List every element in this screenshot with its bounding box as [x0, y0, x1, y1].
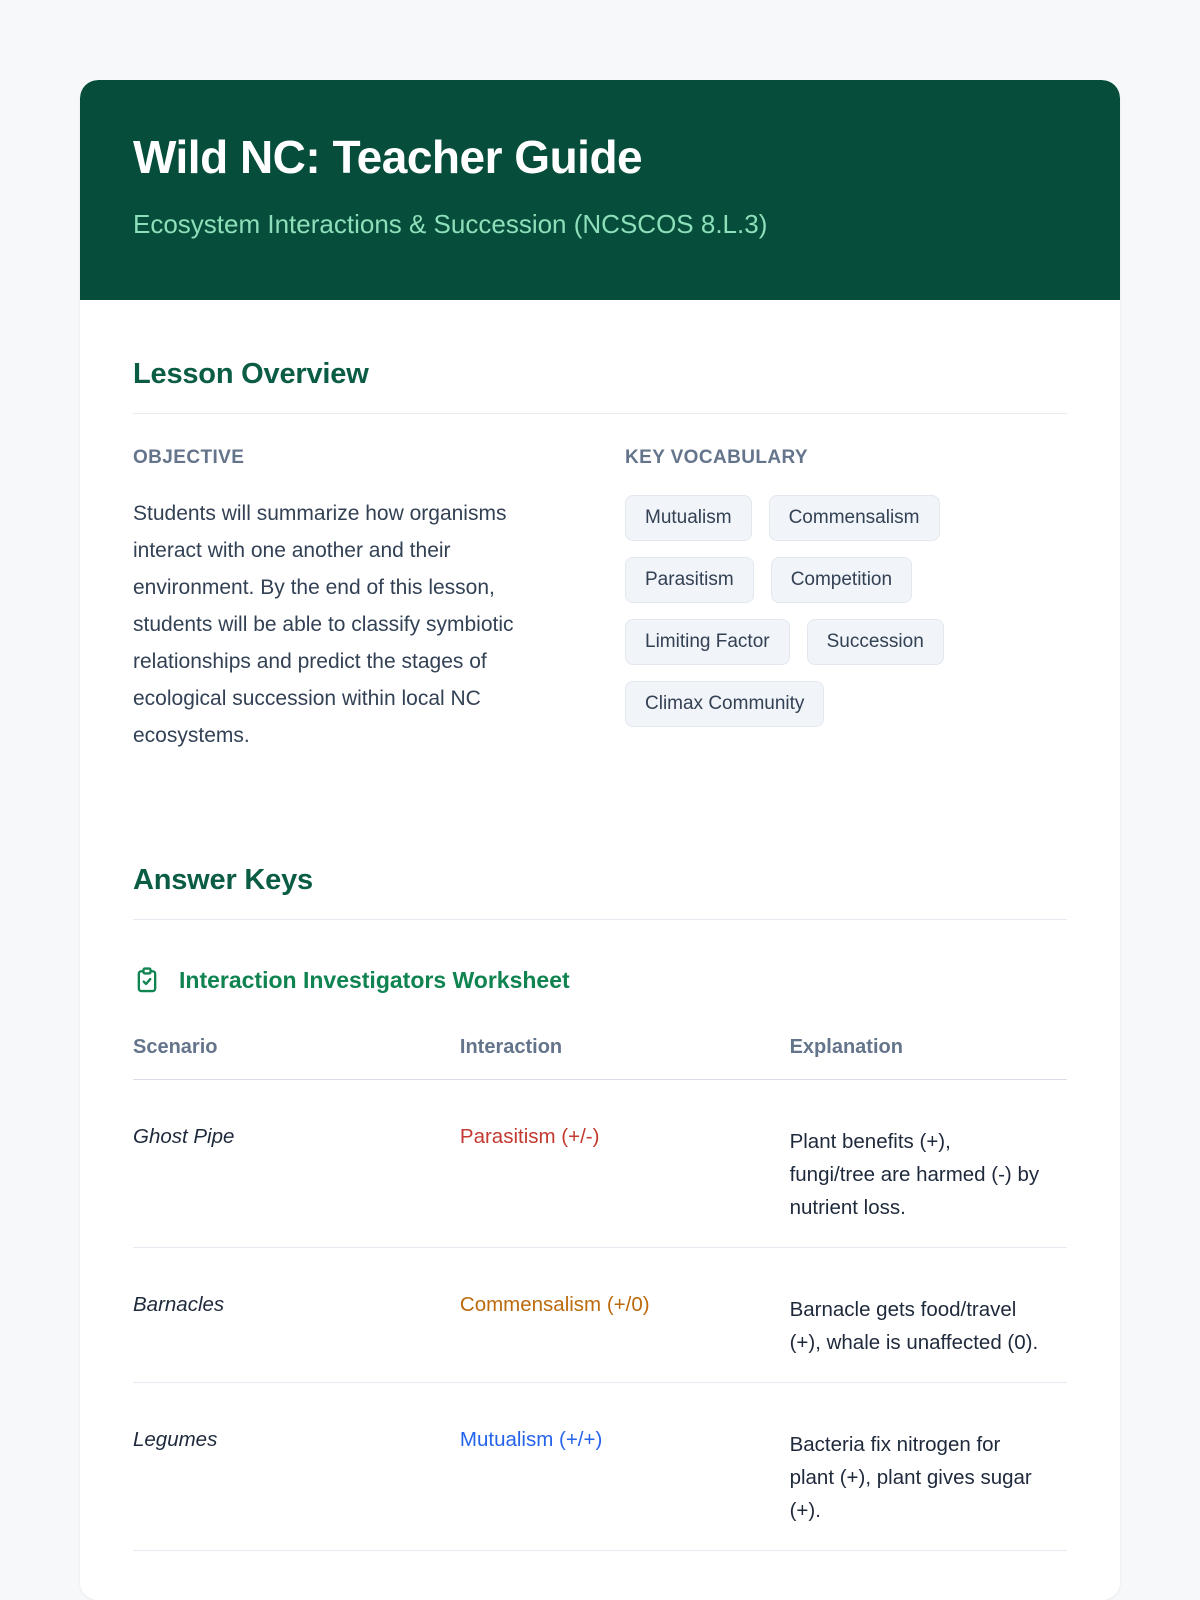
vocab-chip-parasitism: Parasitism	[625, 557, 754, 603]
scenario-legumes: Legumes	[133, 1428, 218, 1452]
lesson-overview-heading: Lesson Overview	[133, 358, 369, 391]
table-row	[133, 1080, 1067, 1248]
clipboard-check-icon	[133, 966, 161, 994]
vocabulary-column	[625, 447, 1067, 754]
objective-text: Students will summarize how organisms interact with one another and their environment. By the end of this lesson, students will be able to classify symbiotic relationships and predict the stages of ecological succession within local NC ecosystems.	[133, 502, 514, 748]
column-header-interaction: Interaction	[459, 1036, 563, 1059]
document-header	[80, 80, 1120, 300]
worksheet-title: Interaction Investigators Worksheet	[179, 966, 570, 993]
explanation-barnacles: Barnacle gets food/travel (+), whale is unaffected (0).	[789, 1298, 1039, 1355]
vocab-chip-competition: Competition	[771, 557, 912, 603]
page-subtitle: Ecosystem Interactions & Succession (NCSCOS 8.L.3)	[133, 209, 768, 240]
vocab-chip-mutualism: Mutualism	[625, 495, 752, 541]
vocab-chip-commensalism: Commensalism	[769, 495, 940, 541]
interaction-mutualism: Mutualism (+/+)	[459, 1428, 603, 1452]
vocabulary-chips	[625, 495, 985, 727]
column-header-explanation: Explanation	[789, 1036, 903, 1059]
overview-grid	[133, 447, 1067, 754]
vocabulary-label: KEY VOCABULARY	[625, 447, 808, 469]
section-divider	[133, 413, 1067, 414]
answer-key-table	[133, 1022, 1067, 1551]
table-row	[133, 1248, 1067, 1383]
lesson-overview-section	[133, 300, 1067, 754]
scenario-barnacles: Barnacles	[133, 1293, 225, 1317]
teacher-guide-card	[80, 80, 1120, 1600]
objective-column	[133, 447, 575, 754]
vocab-chip-succession: Succession	[807, 619, 944, 665]
table-row	[133, 1383, 1067, 1551]
worksheet-header	[133, 966, 1067, 994]
vocab-chip-climax-community: Climax Community	[625, 681, 824, 727]
objective-label: OBJECTIVE	[133, 447, 245, 469]
explanation-legumes: Bacteria fix nitrogen for plant (+), plant gives sugar (+).	[789, 1433, 1032, 1523]
answer-keys-heading: Answer Keys	[133, 864, 313, 897]
answer-keys-section	[133, 754, 1067, 1551]
interaction-parasitism: Parasitism (+/-)	[459, 1125, 600, 1149]
column-header-scenario: Scenario	[133, 1036, 218, 1059]
scenario-ghost-pipe: Ghost Pipe	[133, 1125, 235, 1149]
table-header-row	[133, 1022, 1067, 1080]
page-title: Wild NC: Teacher Guide	[133, 131, 643, 183]
document-content	[80, 300, 1120, 1551]
section-divider	[133, 919, 1067, 920]
explanation-ghost-pipe: Plant benefits (+), fungi/tree are harmed (-) by nutrient loss.	[789, 1130, 1040, 1220]
vocab-chip-limiting-factor: Limiting Factor	[625, 619, 790, 665]
interaction-commensalism: Commensalism (+/0)	[459, 1293, 650, 1317]
